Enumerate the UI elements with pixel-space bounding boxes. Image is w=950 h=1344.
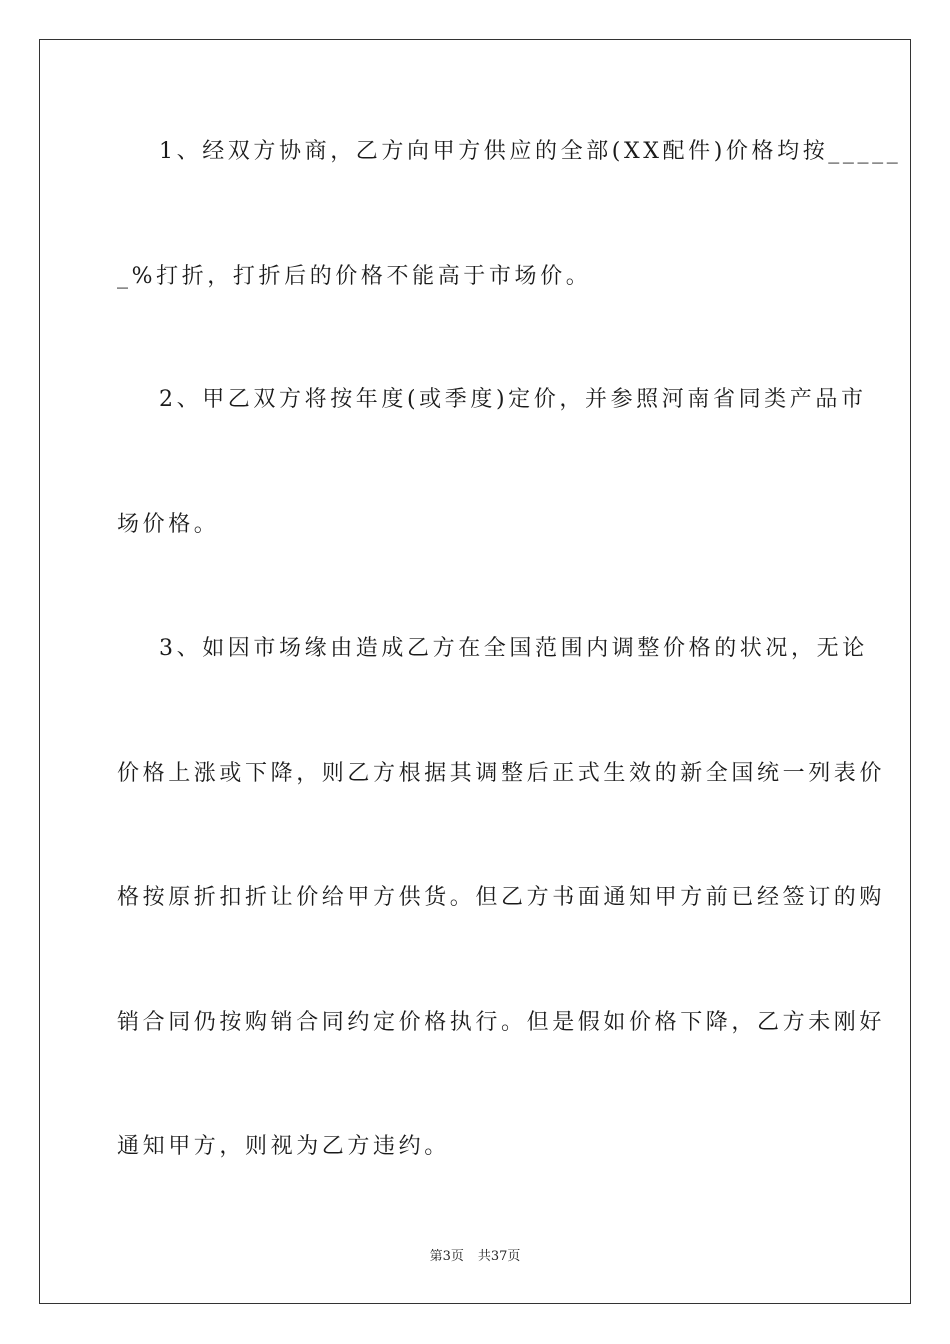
- paragraph-1-line-2: _%打折，打折后的价格不能高于市场价。: [117, 264, 592, 289]
- page-number: 第3页: [429, 1249, 464, 1264]
- paragraph-3-line-5: 通知甲方，则视为乙方违约。: [117, 1134, 450, 1159]
- paragraph-2-line-2: 场价格。: [117, 512, 220, 537]
- paragraph-1-line-1: 1、经双方协商，乙方向甲方供应的全部(XX配件)价格均按_____: [159, 139, 902, 164]
- paragraph-3-line-3: 格按原折扣折让价给甲方供货。但乙方书面通知甲方前已经签订的购: [117, 885, 886, 910]
- page-total: 共37页: [477, 1249, 521, 1264]
- paragraph-2-line-1: 2、甲乙双方将按年度(或季度)定价，并参照河南省同类产品市: [159, 387, 867, 412]
- paragraph-3-line-4: 销合同仍按购销合同约定价格执行。但是假如价格下降，乙方未刚好: [117, 1010, 886, 1035]
- page-border: [39, 39, 911, 1304]
- paragraph-3-line-1: 3、如因市场缘由造成乙方在全国范围内调整价格的状况，无论: [159, 636, 868, 661]
- paragraph-3-line-2: 价格上涨或下降，则乙方根据其调整后正式生效的新全国统一列表价: [117, 761, 886, 786]
- page-footer: [0, 1248, 950, 1266]
